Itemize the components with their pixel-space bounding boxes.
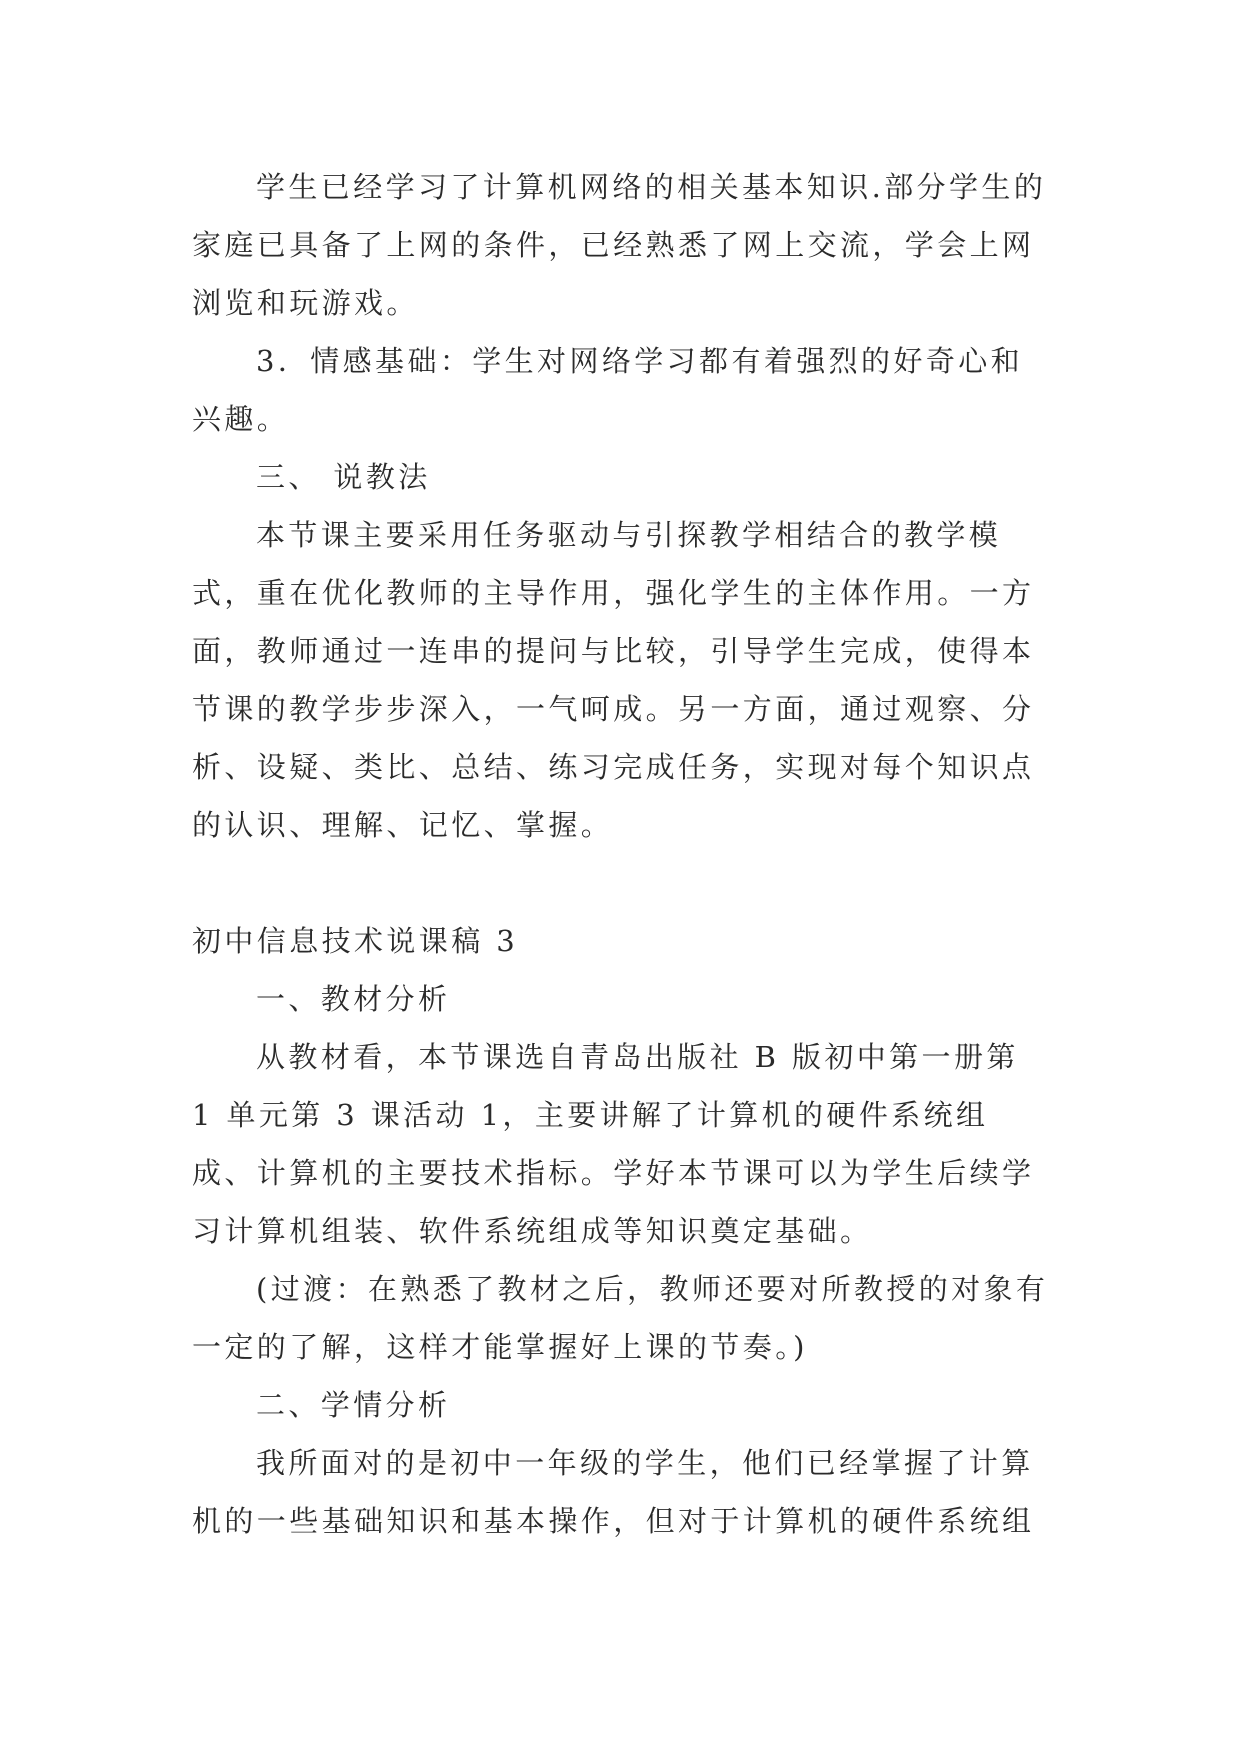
section-heading-textbook-analysis: 一、教材分析 [256, 982, 451, 1016]
paragraph-network-knowledge: 学生已经学习了计算机网络的相关基本知识.部分学生的家庭已具备了上网的条件，已经熟悉了网上交流，学会上网浏览和玩游戏。 [192, 170, 1047, 320]
paragraph-student-analysis: 我所面对的是初中一年级的学生，他们已经掌握了计算机的一些基础知识和基本操作，但对于计算机的硬件系统组 [192, 1446, 1035, 1538]
paragraph-teaching-method: 本节课主要采用任务驱动与引探教学相结合的教学模式，重在优化教师的主导作用，强化学生的主体作用。一方面，教师通过一连串的提问与比较，引导学生完成，使得本节课的教学步步深入，一气呵成。另一方面，通过观察、分析、设疑、类比、总结、练习完成任务，实现对每个知识点的认识、理解、记忆、掌握。 [192, 518, 1035, 842]
section-heading-teaching-method: 三、 说教法 [256, 460, 431, 494]
paragraph-transition: (过渡：在熟悉了教材之后，教师还要对所教授的对象有一定的了解，这样才能掌握好上课的节奏。) [192, 1272, 1049, 1364]
paragraph-emotional-basis: 3．情感基础：学生对网络学习都有着强烈的好奇心和兴趣。 [192, 344, 1024, 436]
document-title-lesson-3: 初中信息技术说课稿 3 [192, 924, 519, 958]
paragraph-textbook-analysis: 从教材看，本节课选自青岛出版社 B 版初中第一册第 1 单元第 3 课活动 1，主要讲解了计算机的硬件系统组成、计算机的主要技术指标。学好本节课可以为学生后续学习计算机组装、软件系统组成等知识奠定基础。 [192, 1040, 1035, 1248]
section-heading-student-analysis: 二、学情分析 [256, 1388, 451, 1422]
